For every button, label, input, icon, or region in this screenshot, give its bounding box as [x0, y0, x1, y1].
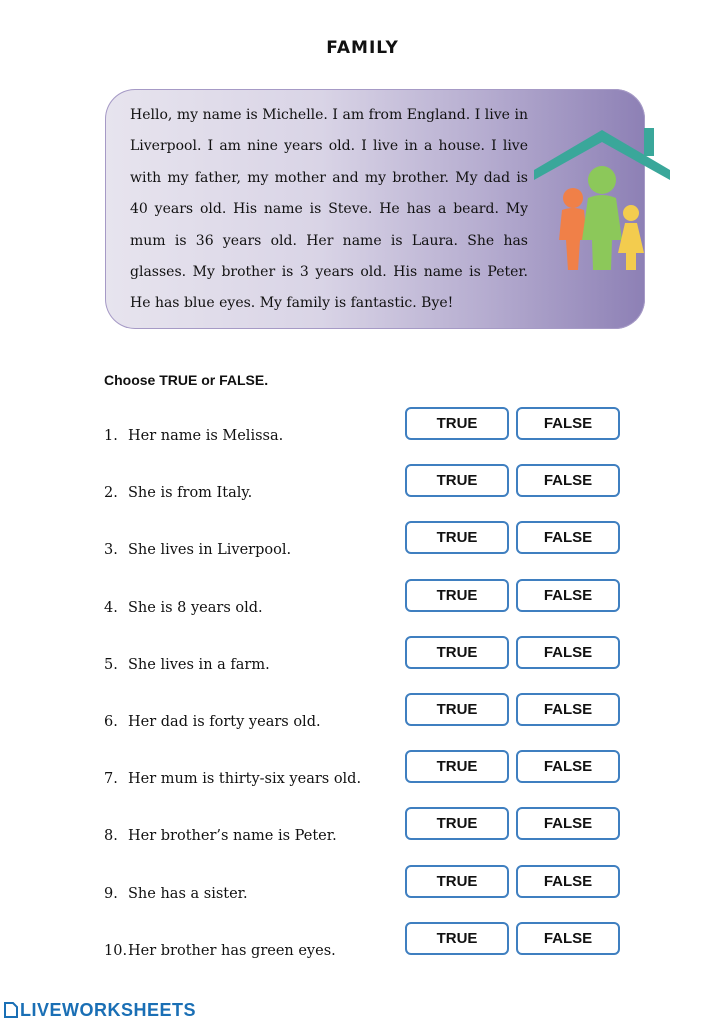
question-item — [104, 943, 336, 959]
question-text: Her brother has green eyes. — [128, 943, 336, 959]
question-number: 5. — [104, 657, 118, 673]
true-button[interactable]: TRUE — [405, 693, 509, 726]
question-number: 10. — [104, 943, 128, 959]
false-button[interactable]: FALSE — [516, 636, 620, 669]
false-button[interactable]: FALSE — [516, 521, 620, 554]
question-item — [104, 485, 252, 501]
false-button[interactable]: FALSE — [516, 922, 620, 955]
question-number: 9. — [104, 886, 118, 902]
true-button[interactable]: TRUE — [405, 807, 509, 840]
question-number: 1. — [104, 428, 118, 444]
false-button[interactable]: FALSE — [516, 693, 620, 726]
question-number: 3. — [104, 542, 118, 558]
false-button[interactable]: FALSE — [516, 579, 620, 612]
reading-passage-text: Hello, my name is Michelle. I am from England. I live in Liverpool. I am nine years old. I live in a house. I live with my father, my mother and my brother. My dad is 40 years old. His name is Steve. He has a beard. My mum is 36 years old. Her name is Laura. She has glasses. My brother is 3 years old. His name is Peter. He has blue eyes. My family is fantastic. Bye! — [130, 107, 528, 312]
question-number: 7. — [104, 771, 118, 787]
document-icon — [4, 1002, 18, 1018]
true-button[interactable]: TRUE — [405, 750, 509, 783]
question-item — [104, 542, 291, 558]
false-button[interactable]: FALSE — [516, 865, 620, 898]
liveworksheets-logo — [4, 998, 196, 1022]
question-text: Her dad is forty years old. — [128, 714, 321, 730]
true-button[interactable]: TRUE — [405, 865, 509, 898]
true-button[interactable]: TRUE — [405, 922, 509, 955]
question-item — [104, 886, 248, 902]
question-number: 4. — [104, 600, 118, 616]
question-text: She is from Italy. — [128, 485, 253, 501]
question-text: Her brother’s name is Peter. — [128, 828, 337, 844]
logo-text: LIVEWORKSHEETS — [20, 999, 197, 1020]
question-text: She lives in a farm. — [128, 657, 270, 673]
false-button[interactable]: FALSE — [516, 807, 620, 840]
worksheet-title: FAMILY — [326, 38, 399, 58]
question-number: 6. — [104, 714, 118, 730]
question-text: Her mum is thirty-six years old. — [128, 771, 362, 787]
question-item — [104, 771, 361, 787]
true-button[interactable]: TRUE — [405, 407, 509, 440]
question-number: 8. — [104, 828, 118, 844]
question-item — [104, 600, 263, 616]
instruction-text: Choose TRUE or FALSE. — [104, 372, 269, 388]
question-text: She lives in Liverpool. — [128, 542, 292, 558]
question-item — [104, 428, 283, 444]
question-text: She has a sister. — [128, 886, 248, 902]
true-button[interactable]: TRUE — [405, 636, 509, 669]
family-house-icon — [532, 128, 672, 278]
question-item — [104, 828, 337, 844]
question-number: 2. — [104, 485, 118, 501]
question-item — [104, 657, 270, 673]
question-item — [104, 714, 321, 730]
question-text: Her name is Melissa. — [128, 428, 284, 444]
false-button[interactable]: FALSE — [516, 407, 620, 440]
true-button[interactable]: TRUE — [405, 521, 509, 554]
question-text: She is 8 years old. — [128, 600, 263, 616]
true-button[interactable]: TRUE — [405, 464, 509, 497]
false-button[interactable]: FALSE — [516, 750, 620, 783]
false-button[interactable]: FALSE — [516, 464, 620, 497]
true-button[interactable]: TRUE — [405, 579, 509, 612]
